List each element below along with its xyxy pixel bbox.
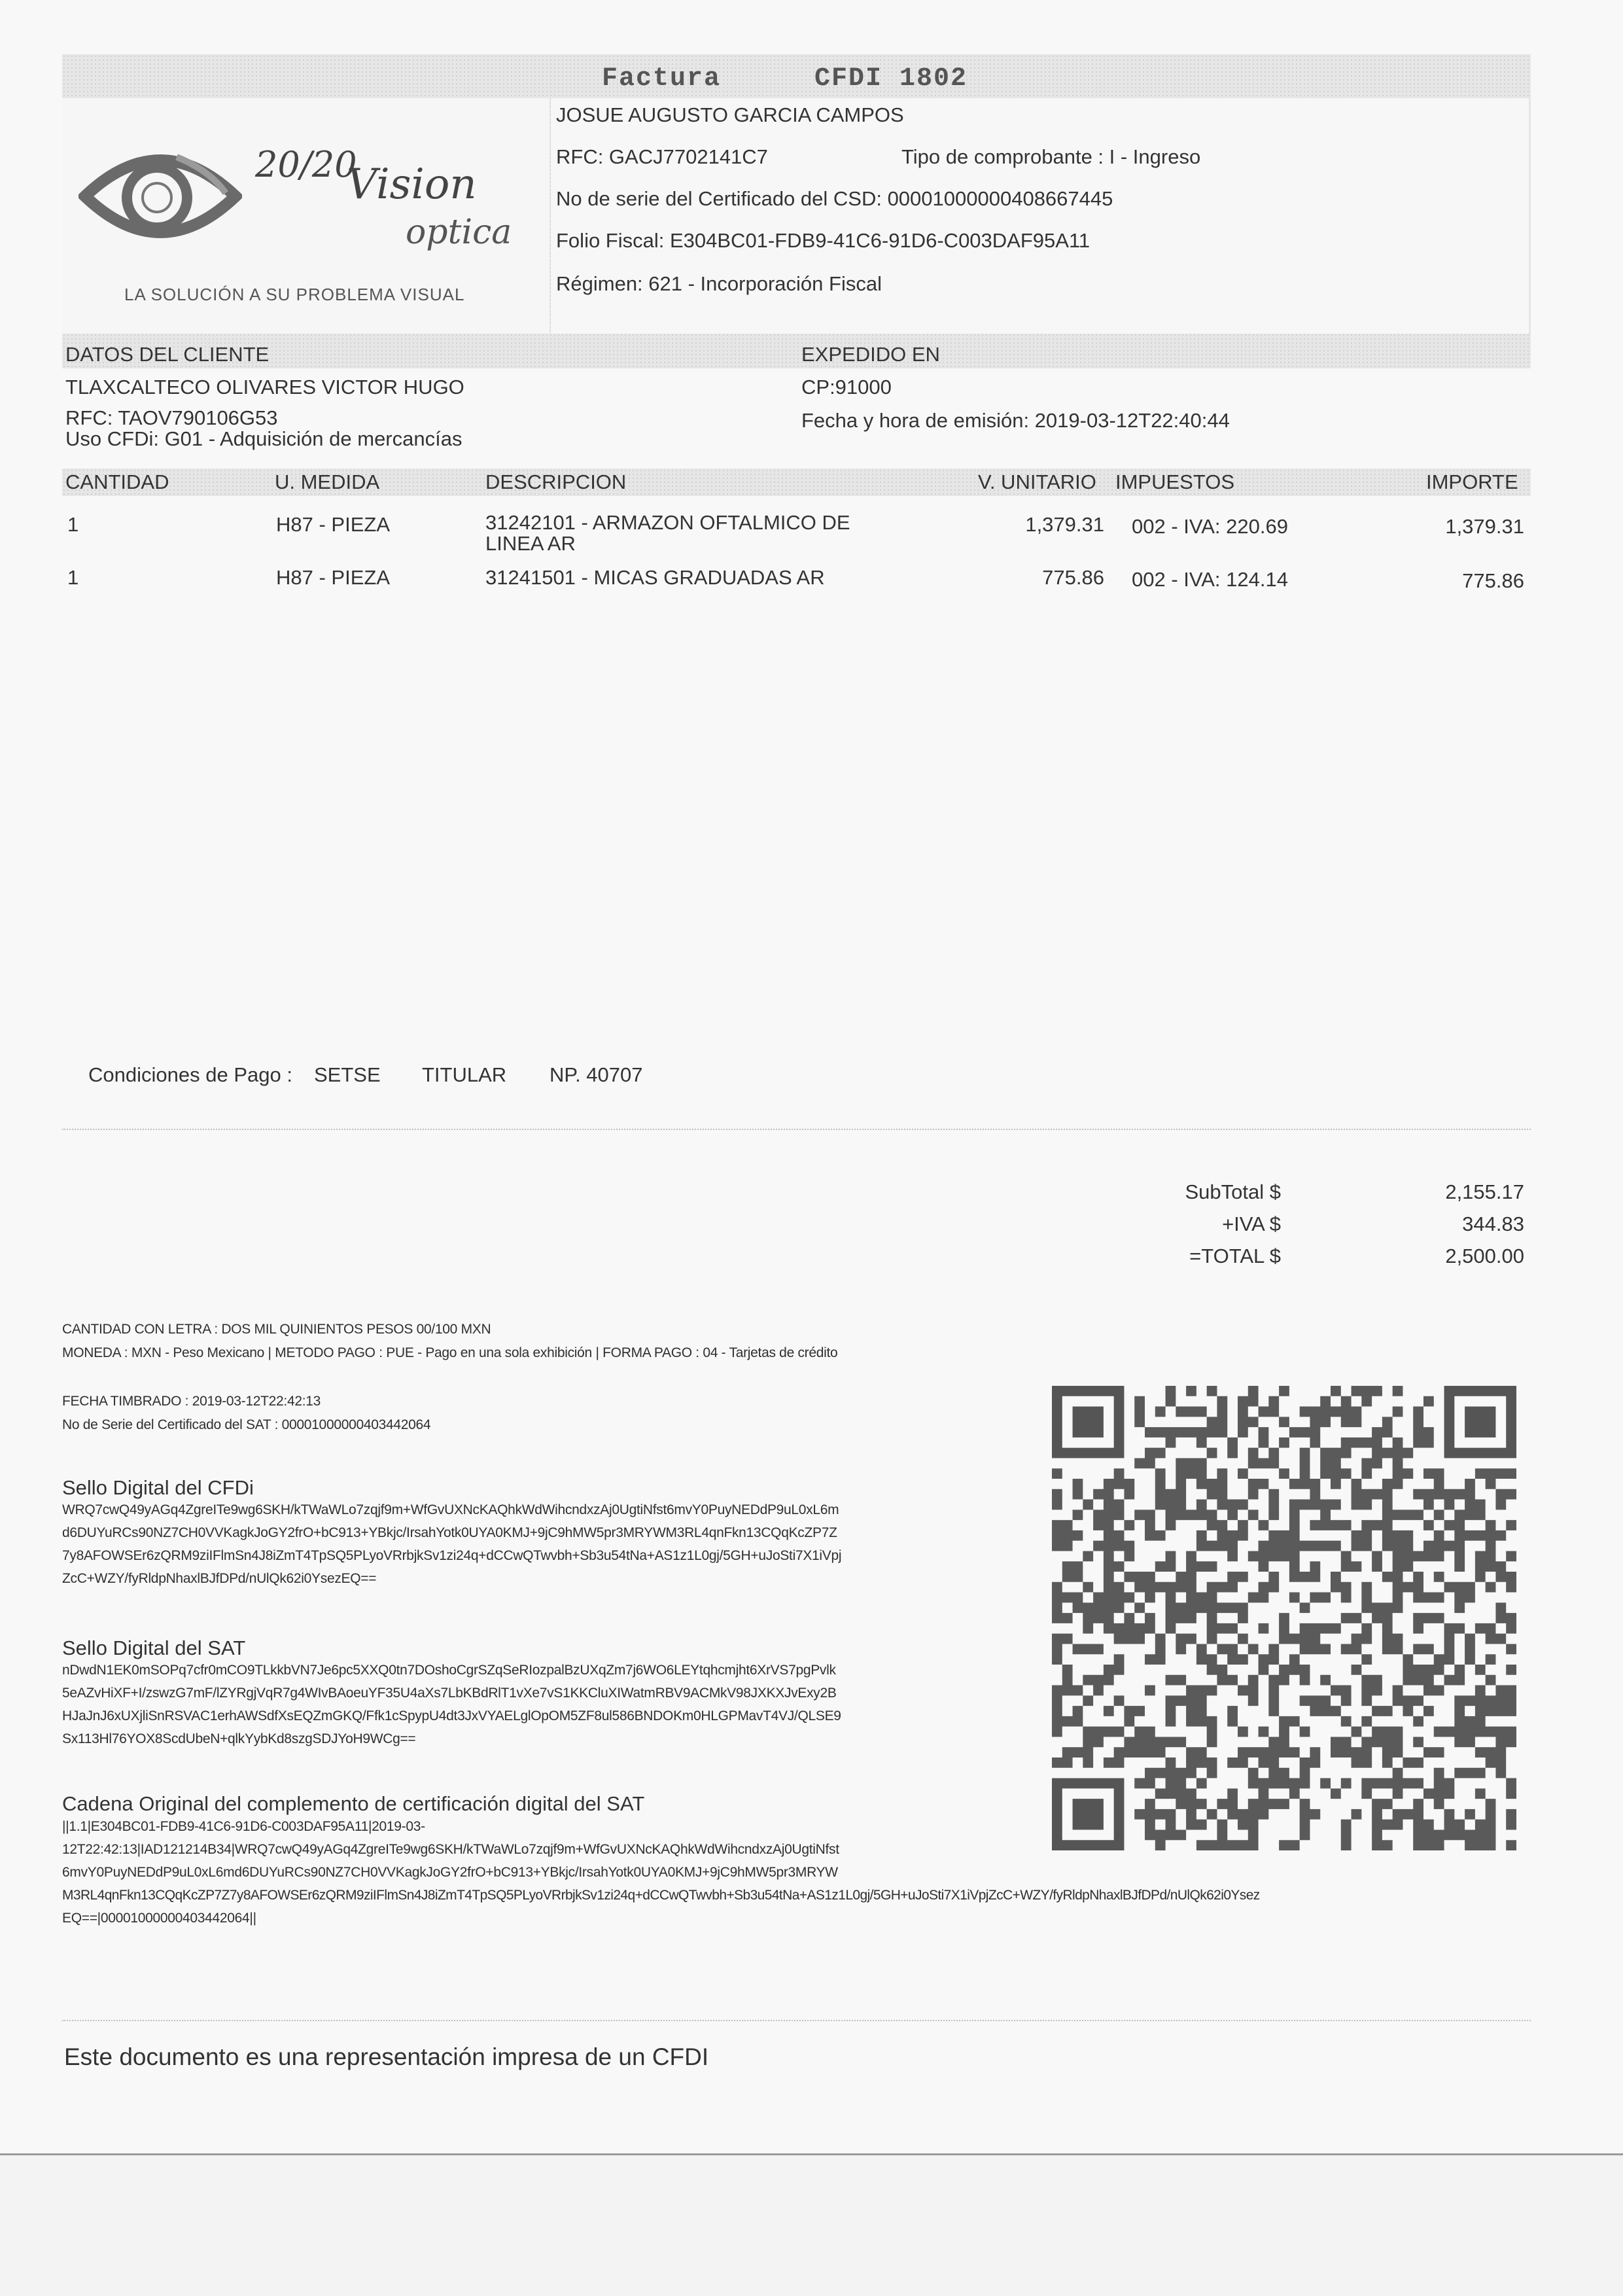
col-descripcion: DESCRIPCION — [485, 470, 627, 493]
sello-sat-line: nDwdN1EK0mSOPq7cfr0mCO9TLkkbVN7Je6pc5XXQ0tn7DOshoCgrSZqSeRIozpalBzUXqZm7j6WO6LEYtqhcmjht6XrVS7pgPvlk — [62, 1663, 836, 1678]
regimen-fiscal: Régimen: 621 - Incorporación Fiscal — [556, 272, 882, 295]
sello-sat-line: HJaJnJ6xUXjliSnRSVAC1erhAWSdfXsEQZmGKQ/Ffk1cSpypU4dt3JxVYAELglOpOM5ZF8ul586BNDOKm0HLGPMavT4VJ/QLSE9 — [62, 1708, 841, 1723]
issuer-name: JOSUE AUGUSTO GARCIA CAMPOS — [556, 103, 904, 126]
col-cantidad: CANTIDAD — [65, 470, 169, 493]
issuer-rfc: RFC: GACJ7702141C7 — [556, 145, 768, 168]
col-unitario: V. UNITARIO — [978, 470, 1096, 493]
subtotal-label: SubTotal $ — [1185, 1180, 1281, 1203]
logo-tagline: LA SOLUCIÓN A SU PROBLEMA VISUAL — [124, 285, 465, 304]
certificado-csd: No de serie del Certificado del CSD: 00001000000408667445 — [556, 187, 1113, 210]
header-issuer-panel — [551, 98, 1529, 334]
row-importe: 775.86 — [1462, 569, 1524, 592]
condiciones-value-2: TITULAR — [422, 1063, 507, 1086]
sello-sat-title: Sello Digital del SAT — [62, 1636, 246, 1659]
condiciones-value-1: SETSE — [314, 1063, 381, 1086]
sello-cfdi-line: ZcC+WZY/fyRldpNhaxlBJfDPd/nUlQk62i0YsezEQ== — [62, 1571, 377, 1586]
fecha-emision: Fecha y hora de emisión: 2019-03-12T22:40:44 — [801, 409, 1230, 432]
qr-code-icon — [1052, 1386, 1516, 1850]
row-cantidad: 1 — [67, 513, 79, 536]
cadena-line: EQ==|00001000000403442064|| — [62, 1911, 256, 1926]
logo-brand-sub: optica — [406, 213, 512, 252]
col-importe: IMPORTE — [1426, 470, 1518, 493]
total-label: =TOTAL $ — [1189, 1245, 1281, 1267]
row-unidad: H87 - PIEZA — [276, 566, 390, 589]
company-logo — [79, 124, 550, 314]
footer-note: Este documento es una representación impresa de un CFDI — [64, 2043, 709, 2070]
col-impuestos: IMPUESTOS — [1115, 470, 1235, 493]
qr-finder-pattern — [1444, 1386, 1516, 1458]
row-impuestos: 002 - IVA: 220.69 — [1132, 515, 1288, 538]
condiciones-value-3: NP. 40707 — [550, 1063, 643, 1086]
cliente-rfc: RFC: TAOV790106G53 — [65, 406, 278, 429]
certificado-sat: No de Serie del Certificado del SAT : 00001000000403442064 — [62, 1417, 431, 1432]
cliente-name: TLAXCALTECO OLIVARES VICTOR HUGO — [65, 376, 464, 398]
col-unidad: U. MEDIDA — [275, 470, 380, 493]
cadena-line: 6mvY0PuyNEDdP9uL0xL6md6DUYuRCs90NZ7CH0VVKagkJoGY2frO+bC913+YBkjc/IrsahYotk0UYA0KMJ+9jC9hMW5pr3MRYW — [62, 1865, 838, 1880]
cadena-line: 12T22:42:13|IAD121214B34|WRQ7cwQ49yAGq4ZgreITe9wg6SKH/kTWaWLo7zqjf9m+WfGvUXNcKAQhkWdWihcndxzAj0UgtiNfst — [62, 1842, 839, 1857]
subtotal-value: 2,155.17 — [1445, 1180, 1524, 1203]
sello-cfdi-line: d6DUYuRCs90NZ7CH0VVKagkJoGY2frO+bC913+YBkjc/IrsahYotk0UYA0KMJ+9jC9hMW5pr3MRYWM3RL4qnFkn13CQqKcZP7Z — [62, 1525, 837, 1540]
sello-cfdi-line: WRQ7cwQ49yAGq4ZgreITe9wg6SKH/kTWaWLo7zqjf9m+WfGvUXNcKAQhkWdWihcndxzAj0UgtiNfst6mvY0PuyNEDdP9uL0xL6m — [62, 1502, 839, 1517]
qr-finder-pattern — [1052, 1386, 1124, 1458]
row-cantidad: 1 — [67, 566, 79, 589]
sello-cfdi-title: Sello Digital del CFDi — [62, 1476, 254, 1499]
expedido-cp: CP:91000 — [801, 376, 892, 398]
expedido-heading: EXPEDIDO EN — [801, 343, 940, 366]
row-impuestos: 002 - IVA: 124.14 — [1132, 568, 1288, 591]
cliente-heading-band — [62, 341, 1531, 368]
divider — [62, 1129, 1531, 1130]
row-importe: 1,379.31 — [1445, 515, 1524, 538]
sello-sat-line: 5eAZvHiXF+I/zswzG7mF/lZYRgjVqR7g4WIvBAoeuYF35U4aXs7LbKBdRlT1vXe7vS1KKCluXIWatmRBV9ACMkV98JXKXJvExy2B — [62, 1686, 837, 1701]
iva-value: 344.83 — [1462, 1212, 1524, 1235]
tipo-comprobante: Tipo de comprobante : I - Ingreso — [901, 145, 1201, 168]
cadena-title: Cadena Original del complemento de certificación digital del SAT — [62, 1792, 645, 1815]
sello-sat-line: Sx113Hl76YOX8ScdUbeN+qlkYybKd8szgSDJYoH9WCg== — [62, 1731, 416, 1746]
page-bottom-margin — [0, 2155, 1623, 2296]
iva-label: +IVA $ — [1222, 1212, 1281, 1235]
invoice-title: Factura — [602, 64, 722, 94]
logo-brand-top: 20/20 — [255, 144, 357, 185]
row-descripcion: 31241501 - MICAS GRADUADAS AR — [485, 566, 825, 589]
cliente-uso-cfdi: Uso CFDi: G01 - Adquisición de mercancías — [65, 427, 462, 450]
row-descripcion: 31242101 - ARMAZON OFTALMICO DE LINEA AR — [485, 511, 850, 555]
cadena-line: ||1.1|E304BC01-FDB9-41C6-91D6-C003DAF95A11|2019-03- — [62, 1819, 425, 1834]
footer-divider — [62, 2020, 1531, 2021]
sello-cfdi-line: 7y8AFOWSEr6zQRM9ziIFlmSn4J8iZmT4TpSQ5PLyoVRrbjkSv1zi24q+dCCwQTwvbh+Sb3u54tNa+AS1z1L0gj/5GH+uJoSti7X1iVpj — [62, 1548, 842, 1563]
logo-brand-word: Vision — [347, 160, 477, 209]
row-unitario: 1,379.31 — [1025, 513, 1104, 536]
qr-finder-pattern — [1052, 1778, 1124, 1850]
cfdi-number: CFDI 1802 — [814, 64, 968, 94]
moneda-metodo-forma: MONEDA : MXN - Peso Mexicano | METODO PAGO : PUE - Pago en una sola exhibición | FORMA PAGO : 04 - Tarjetas de crédito — [62, 1345, 838, 1360]
eye-icon — [79, 131, 242, 262]
row-unitario: 775.86 — [1042, 566, 1104, 589]
folio-fiscal: Folio Fiscal: E304BC01-FDB9-41C6-91D6-C003DAF95A11 — [556, 229, 1091, 252]
fecha-timbrado: FECHA TIMBRADO : 2019-03-12T22:42:13 — [62, 1394, 321, 1409]
cantidad-letra: CANTIDAD CON LETRA : DOS MIL QUINIENTOS PESOS 00/100 MXN — [62, 1322, 491, 1337]
row-unidad: H87 - PIEZA — [276, 513, 390, 536]
cliente-heading: DATOS DEL CLIENTE — [65, 343, 270, 366]
total-value: 2,500.00 — [1445, 1245, 1524, 1267]
cadena-line: M3RL4qnFkn13CQqKcZP7Z7y8AFOWSEr6zQRM9ziIFlmSn4J8iZmT4TpSQ5PLyoVRrbjkSv1zi24q+dCCwQTwvbh+Sb3u54tNa+AS1z1L0gj/5GH+uJoSti7X1iVpjZcC+WZY/fyRldpNhaxlBJfDPd/nUlQk62i0Ysez — [62, 1888, 1260, 1903]
qr-code — [1052, 1386, 1516, 1850]
condiciones-label: Condiciones de Pago : — [88, 1063, 292, 1086]
